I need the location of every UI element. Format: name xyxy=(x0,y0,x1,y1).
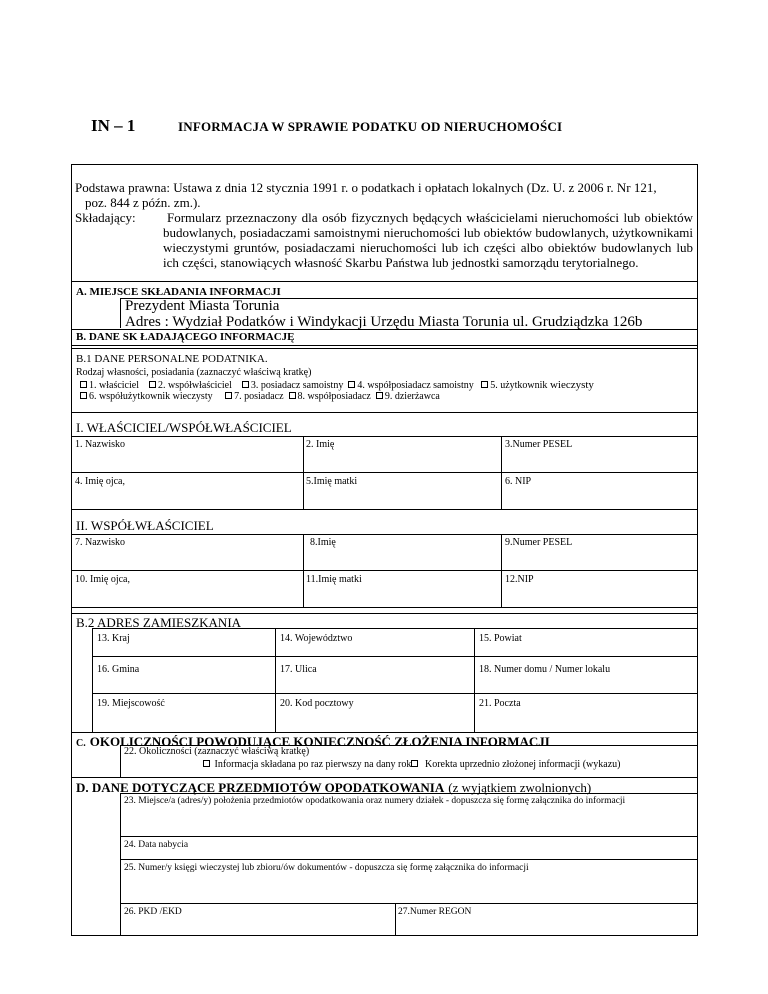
divider xyxy=(71,412,698,413)
postal-code-field[interactable]: 20. Kod pocztowy xyxy=(280,698,354,709)
option-copossessor[interactable]: 8. współposiadacz xyxy=(289,391,371,402)
divider xyxy=(275,628,276,732)
coowner-mother-name-field[interactable]: 11.Imię matki xyxy=(306,574,362,585)
checkbox-independent-copossessor[interactable] xyxy=(348,381,355,388)
option-independent-copossessor[interactable]: 4. współposiadacz samoistny xyxy=(348,380,473,391)
checkbox-correction[interactable] xyxy=(411,760,418,767)
option-independent-possessor[interactable]: 3. posiadacz samoistny xyxy=(242,380,343,391)
b2-title: B.2 ADRES ZAMIESZKANIA xyxy=(76,615,242,630)
district-field[interactable]: 15. Powiat xyxy=(479,633,522,644)
voivodeship-field[interactable]: 14. Województwo xyxy=(280,633,353,644)
street-field[interactable]: 17. Ulica xyxy=(280,664,317,675)
coowner-first-name-field[interactable]: 8.Imię xyxy=(310,537,336,548)
b1-subtitle: Rodzaj własności, posiadania (zaznaczyć właściwą kratkę) xyxy=(76,367,312,378)
divider xyxy=(303,436,304,509)
circumstances-label: 22. Okoliczności (zaznaczyć właściwą kratkę) xyxy=(124,746,310,757)
locality-field[interactable]: 19. Miejscowość xyxy=(97,698,165,709)
owner-surname-field[interactable]: 1. Nazwisko xyxy=(75,439,125,450)
owner-mother-name-field[interactable]: 5.Imię matki xyxy=(306,476,358,487)
divider xyxy=(71,348,698,349)
divider xyxy=(120,903,698,904)
divider xyxy=(474,628,475,732)
owner-pesel-field[interactable]: 3.Numer PESEL xyxy=(505,439,573,450)
divider xyxy=(71,607,698,608)
divider xyxy=(71,345,698,346)
divider xyxy=(71,472,698,473)
tax-office-address: Adres : Wydział Podatków i Windykacji Urzędu Miasta Torunia ul. Grudziądzka 126b xyxy=(125,314,643,330)
country-field[interactable]: 13. Kraj xyxy=(97,633,130,644)
divider xyxy=(303,534,304,607)
option-coowner[interactable]: 2. współwłaściciel xyxy=(149,380,232,391)
coowner-surname-field[interactable]: 7. Nazwisko xyxy=(75,537,125,548)
section-a-title: A. MIEJSCE SKŁADANIA INFORMACJI xyxy=(76,286,281,298)
owner-father-name-field[interactable]: 4. Imię ojca, xyxy=(75,476,125,487)
coowner-section-title: II. WSPÓŁWŁAŚCICIEL xyxy=(76,518,214,533)
regon-field[interactable]: 27.Numer REGON xyxy=(398,907,472,917)
option-correction[interactable]: Korekta uprzednio złożonej informacji (wykazu) xyxy=(411,759,620,771)
legal-basis: Podstawa prawna: Ustawa z dnia 12 stycznia 1991 r. o podatkach i opłatach lokalnych (Dz. U. z 2006 r. Nr 121, xyxy=(75,180,657,195)
commune-field[interactable]: 16. Gmina xyxy=(97,664,140,675)
tax-office-name: Prezydent Miasta Torunia xyxy=(125,298,280,314)
form-code: IN – 1 xyxy=(91,116,136,135)
coowner-nip-field[interactable]: 12.NIP xyxy=(505,574,534,585)
divider xyxy=(92,693,698,694)
divider xyxy=(71,436,698,437)
pkd-ekd-field[interactable]: 26. PKD /EKD xyxy=(124,907,182,917)
option-owner[interactable]: 1. właściciel xyxy=(80,380,139,391)
section-b-title: B. DANE SK ŁADAJĄCEGO INFORMACJĘ xyxy=(76,331,295,343)
owner-nip-field[interactable]: 6. NIP xyxy=(505,476,532,487)
divider xyxy=(71,281,698,282)
divider xyxy=(71,329,698,330)
divider xyxy=(71,534,698,535)
location-field[interactable]: 23. Miejsce/a (adres/y) położenia przedmiotów opodatkowania oraz numery działek - dopuszcza się formę załącznika do informacji xyxy=(124,796,626,806)
checkbox-independent-possessor[interactable] xyxy=(242,381,249,388)
divider xyxy=(501,436,502,509)
house-number-field[interactable]: 18. Numer domu / Numer lokalu xyxy=(479,664,611,675)
divider xyxy=(120,793,121,936)
divider xyxy=(92,656,698,657)
post-office-field[interactable]: 21. Poczta xyxy=(479,698,521,709)
checkbox-lessee[interactable] xyxy=(376,392,383,399)
option-perpetual-couser[interactable]: 6. współużytkownik wieczysty xyxy=(80,391,213,402)
divider xyxy=(120,298,121,328)
checkbox-perpetual-user[interactable] xyxy=(481,381,488,388)
checkbox-copossessor[interactable] xyxy=(289,392,296,399)
checkbox-possessor[interactable] xyxy=(225,392,232,399)
divider xyxy=(92,628,698,629)
option-lessee[interactable]: 9. dzierżawca xyxy=(376,391,440,402)
divider xyxy=(71,509,698,510)
checkbox-perpetual-couser[interactable] xyxy=(80,392,87,399)
legal-basis-cont: poz. 844 z późn. zm.). xyxy=(85,195,201,210)
form-frame xyxy=(71,164,698,936)
filer-text: Formularz przeznaczony dla osób fizycznych będących właścicielami nieruchomości lub obiektów budowlanych, posiadaczami samoistnymi nieruchomości lub obiektów budowlanych, użytkownikami wieczystymi gruntów, posiadaczami nieruchomości lub ich części albo obiektów budowlanych lub ich części, stanowiących własność Skarbu Państwa lub jednostki samorządu terytorialnego. xyxy=(163,210,693,270)
option-first-filing[interactable]: Informacja składana po raz pierwszy na dany rok xyxy=(203,759,411,771)
checkbox-owner[interactable] xyxy=(80,381,87,388)
coowner-pesel-field[interactable]: 9.Numer PESEL xyxy=(505,537,573,548)
coowner-father-name-field[interactable]: 10. Imię ojca, xyxy=(75,574,130,585)
section-d-title: D. DANE DOTYCZĄCE PRZEDMIOTÓW OPODATKOWANIA (z wyjątkiem zwolnionych) xyxy=(76,780,592,795)
divider xyxy=(395,903,396,936)
divider xyxy=(120,745,121,777)
owner-first-name-field[interactable]: 2. Imię xyxy=(306,439,335,450)
b1-title: B.1 DANE PERSONALNE PODATNIKA. xyxy=(76,353,268,365)
owner-section-title: I. WŁAŚCICIEL/WSPÓŁWŁAŚCICIEL xyxy=(76,420,292,435)
option-possessor[interactable]: 7. posiadacz xyxy=(225,391,283,402)
divider xyxy=(71,613,698,614)
divider xyxy=(120,836,698,837)
owner-type-options-row2 xyxy=(80,391,440,403)
divider xyxy=(120,859,698,860)
filer-label: Składający: xyxy=(75,210,136,225)
divider xyxy=(120,793,698,794)
checkbox-first-filing[interactable] xyxy=(203,760,210,767)
acquisition-date-field[interactable]: 24. Data nabycia xyxy=(124,840,189,850)
divider xyxy=(92,628,93,732)
section-c-title: C. OKOLICZNOŚCI POWODUJĄCE KONIECZNOŚĆ ZŁOŻENIA INFORMACJI xyxy=(76,734,550,749)
option-perpetual-user[interactable]: 5. użytkownik wieczysty xyxy=(481,380,594,391)
divider xyxy=(501,534,502,607)
form-title: INFORMACJA W SPRAWIE PODATKU OD NIERUCHOMOŚCI xyxy=(178,119,563,134)
divider xyxy=(71,570,698,571)
land-register-field[interactable]: 25. Numer/y księgi wieczystej lub zbioru/ów dokumentów - dopuszcza się formę załącznika do informacji xyxy=(124,863,529,873)
checkbox-coowner[interactable] xyxy=(149,381,156,388)
divider xyxy=(71,777,698,778)
